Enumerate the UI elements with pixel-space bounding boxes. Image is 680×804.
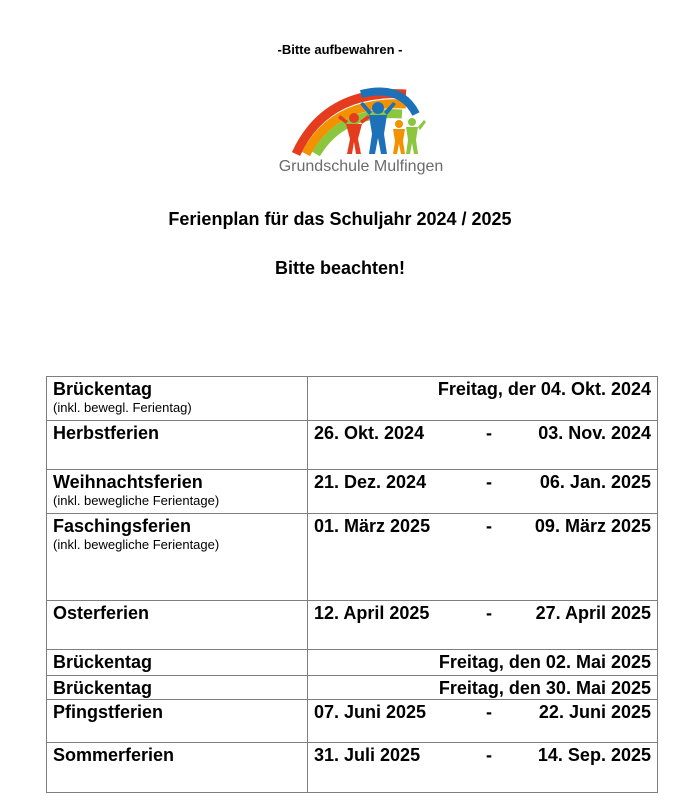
- holiday-start: 01. März 2025: [314, 516, 431, 536]
- holiday-name-cell: [47, 743, 308, 793]
- holiday-name-cell: [47, 470, 308, 514]
- date-separator: -: [486, 745, 492, 765]
- holiday-name-cell: [47, 514, 308, 601]
- holiday-start: 07. Juni 2025: [314, 702, 427, 722]
- holiday-label: Faschingsferien: [53, 516, 192, 536]
- holiday-start: 26. Okt. 2024: [314, 423, 425, 443]
- holiday-label: Pfingstferien: [53, 702, 164, 722]
- holiday-date-cell: [308, 601, 658, 650]
- date-separator: -: [486, 702, 492, 722]
- holiday-name-cell: [47, 700, 308, 743]
- holiday-label: Brückentag: [53, 652, 153, 672]
- holiday-label: Osterferien: [53, 603, 150, 623]
- table-row: [47, 650, 658, 676]
- holiday-date: Freitag, den 30. Mai 2025: [438, 678, 651, 698]
- holiday-date-cell: [308, 650, 658, 676]
- holiday-name-cell: [47, 421, 308, 470]
- holiday-label: Sommerferien: [53, 745, 175, 765]
- table-row: [47, 700, 658, 743]
- logo-text-town: Mulfingen: [373, 158, 444, 175]
- holiday-end: 03. Nov. 2024: [538, 423, 651, 443]
- holiday-start: 12. April 2025: [314, 603, 430, 623]
- holiday-date-cell: [308, 700, 658, 743]
- page-title: Ferienplan für das Schuljahr 2024 / 2025: [168, 209, 512, 229]
- holiday-date: Freitag, den 02. Mai 2025: [438, 652, 651, 672]
- holiday-start: 31. Juli 2025: [314, 745, 421, 765]
- holiday-date-cell: [308, 743, 658, 793]
- table-row: [47, 676, 658, 700]
- holiday-label: Brückentag: [53, 678, 153, 698]
- table-row: [47, 421, 658, 470]
- logo-text-school: Grundschule: [278, 158, 370, 175]
- holiday-end: 06. Jan. 2025: [539, 472, 651, 492]
- holiday-name-cell: [47, 650, 308, 676]
- holiday-name-cell: [47, 377, 308, 421]
- holiday-date-cell: [308, 421, 658, 470]
- holiday-end: 22. Juni 2025: [538, 702, 651, 722]
- date-separator: -: [486, 423, 492, 443]
- page-subtitle: Bitte beachten!: [274, 258, 406, 278]
- date-separator: -: [486, 603, 492, 623]
- table-row: [47, 601, 658, 650]
- holiday-note: (inkl. bewegl. Ferientag): [53, 400, 192, 415]
- holiday-end: 09. März 2025: [534, 516, 651, 536]
- figure-red-icon: [338, 113, 370, 154]
- holiday-end: 27. April 2025: [535, 603, 651, 623]
- keep-note: -Bitte aufbewahren -: [277, 42, 403, 57]
- holiday-note: (inkl. bewegliche Ferientage): [53, 537, 220, 552]
- table-row: [47, 470, 658, 514]
- holiday-end: 14. Sep. 2025: [537, 745, 651, 765]
- holiday-name-cell: [47, 676, 308, 700]
- holiday-label: Brückentag: [53, 379, 153, 399]
- holiday-date-cell: [308, 514, 658, 601]
- holiday-start: 21. Dez. 2024: [314, 472, 427, 492]
- holiday-date-cell: [308, 676, 658, 700]
- holiday-date-cell: [308, 377, 658, 421]
- holiday-date-cell: [308, 470, 658, 514]
- holiday-table: [46, 376, 658, 793]
- table-row: [47, 377, 658, 421]
- table-row: [47, 743, 658, 793]
- table-row: [47, 514, 658, 601]
- figure-green-icon: [406, 118, 426, 154]
- holiday-label: Herbstferien: [53, 423, 160, 443]
- date-separator: -: [486, 472, 492, 492]
- logo-text: [266, 158, 456, 176]
- holiday-note: (inkl. bewegliche Ferientage): [53, 493, 220, 508]
- holiday-label: Weihnachtsferien: [53, 472, 203, 492]
- figure-orange-icon: [393, 120, 405, 154]
- figure-blue-icon: [360, 102, 396, 154]
- holiday-name-cell: [47, 601, 308, 650]
- holiday-date: Freitag, der 04. Okt. 2024: [437, 379, 651, 399]
- date-separator: -: [486, 516, 492, 536]
